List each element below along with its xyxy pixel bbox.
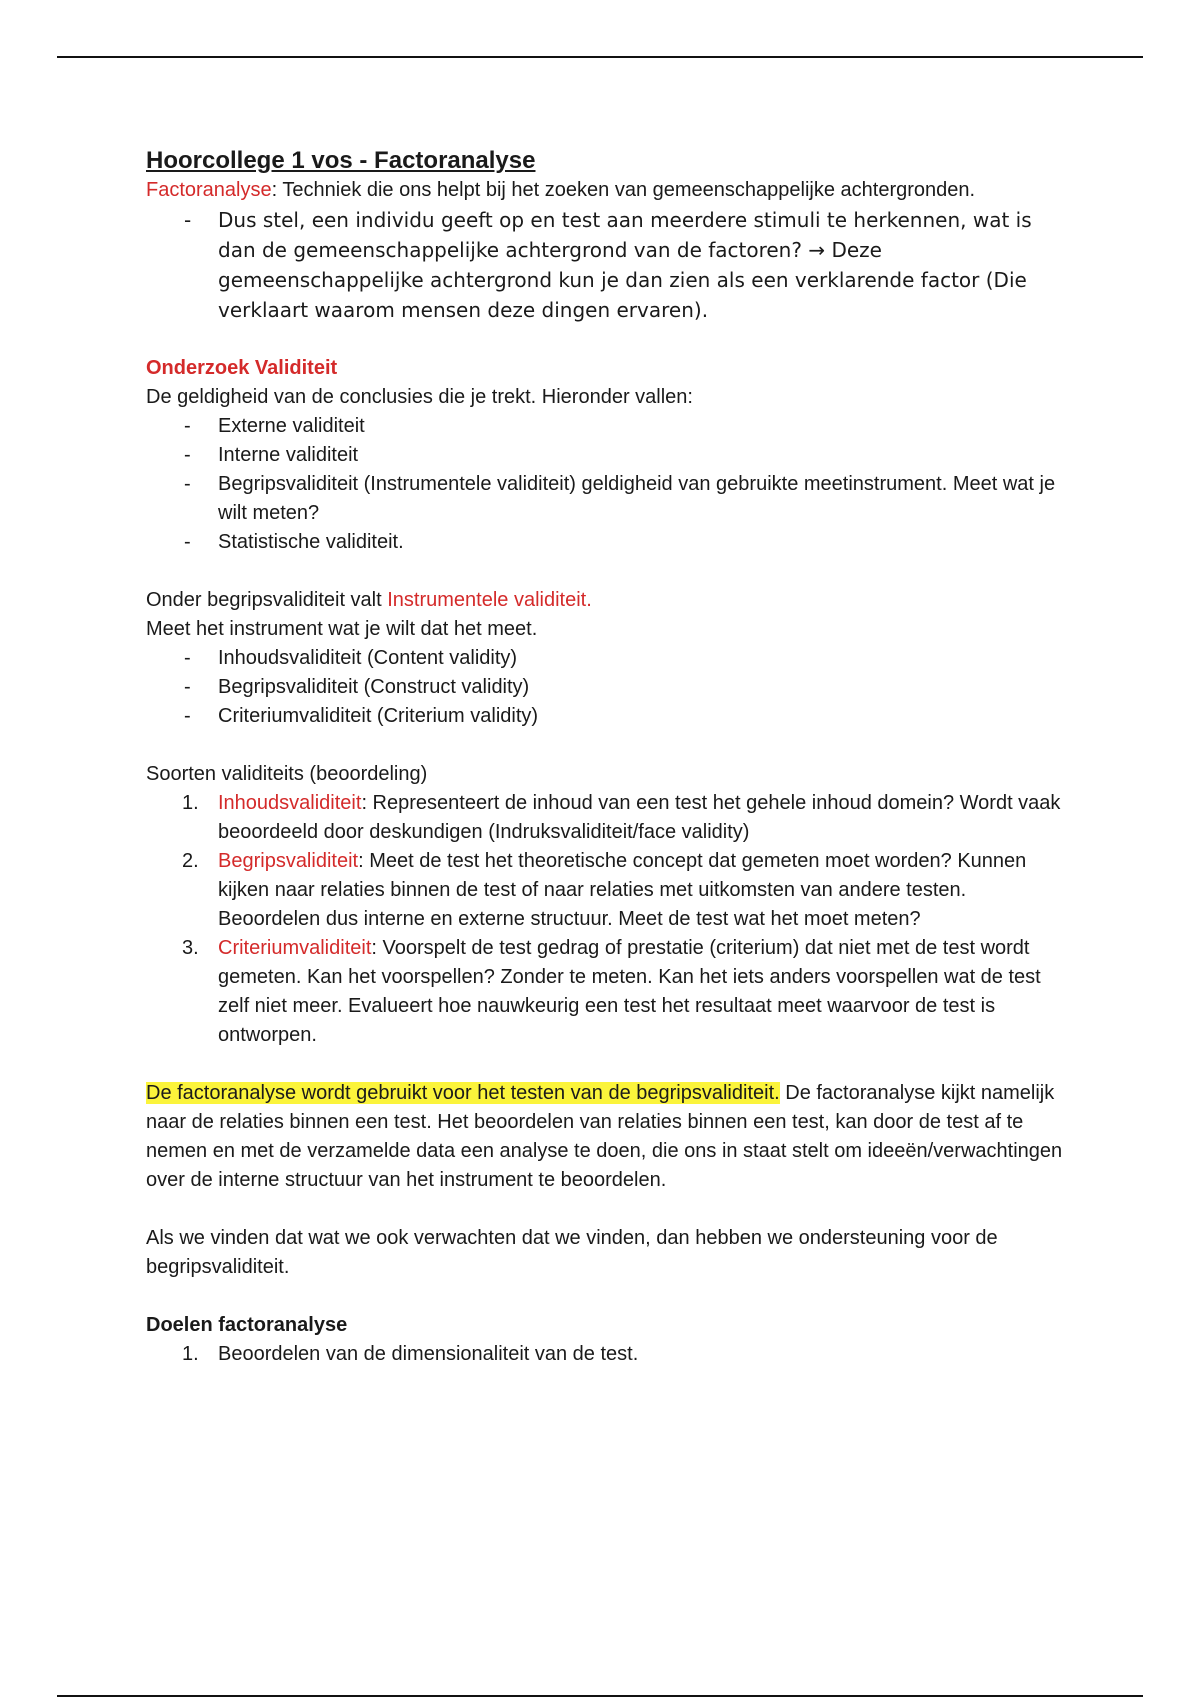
bottom-rule	[57, 1695, 1143, 1697]
item-number: 1.	[182, 1343, 199, 1365]
types-heading: Soorten validiteits (beoordeling)	[146, 763, 428, 785]
goals-heading: Doelen factoranalyse	[146, 1314, 348, 1336]
list-item	[146, 1340, 1066, 1369]
list-item: - Begripsvaliditeit (Construct validity)	[146, 673, 1066, 702]
highlighted-sentence: De factoranalyse wordt gebruikt voor het testen van de begripsvaliditeit.	[146, 1082, 780, 1104]
list-item: - Externe validiteit	[146, 412, 1066, 441]
types-list	[146, 789, 1066, 1050]
validity-heading: Onderzoek Validiteit	[146, 357, 338, 379]
list-item: - Inhoudsvaliditeit (Content validity)	[146, 644, 1066, 673]
item-number: 2.	[182, 850, 199, 872]
list-item: - Statistische validiteit.	[146, 528, 1066, 557]
item-term: Criteriumvaliditeit	[218, 937, 372, 959]
page-title: Hoorcollege 1 vos - Factoranalyse	[146, 147, 536, 174]
item-term: Inhoudsvaliditeit	[218, 792, 362, 814]
factor-paragraph	[146, 1079, 1066, 1195]
document-page	[146, 146, 1066, 1369]
item-text: : Voorspelt de test gedrag of prestatie (criterium) dat niet met de test wordt gemeten. Kan het voorspellen? Zonder te meten. Kan het iets anders voorspellen wat de test zelf niet meer. Evalueert hoe nauwkeurig een test het resultaat meet waarvoor de test is ontworpen.	[218, 937, 1041, 1046]
instrumental-lead-prefix: Onder begripsvaliditeit valt	[146, 589, 388, 611]
intro-term: Factoranalyse	[146, 179, 272, 201]
instrumental-lead	[146, 586, 1066, 615]
factor-paragraph-rest: De factoranalyse kijkt namelijk naar de relaties binnen een test. Het beoordelen van relaties binnen een test, kan door de test af te nemen en met de verzamelde data een analyse te doen, die ons in staat stelt om ideeën/verwachtingen over de interne structuur van het instrument te beoordelen.	[146, 1082, 1063, 1191]
list-item	[146, 934, 1066, 1050]
list-item: - Interne validiteit	[146, 441, 1066, 470]
item-text: : Meet de test het theoretische concept dat gemeten moet worden? Kunnen kijken naar relaties binnen de test of naar relaties met uitkomsten van andere testen. Beoordelen dus interne en externe structuur. Meet de test wat het moet meten?	[218, 850, 1027, 930]
intro-definition: : Techniek die ons helpt bij het zoeken van gemeenschappelijke achtergronden.	[271, 179, 976, 201]
intro-bullet-list	[146, 205, 1066, 325]
list-item	[146, 847, 1066, 934]
list-item	[146, 789, 1066, 847]
top-rule	[57, 56, 1143, 58]
list-item: - Begripsvaliditeit (Instrumentele validiteit) geldigheid van gebruikte meetinstrument. Meet wat je wilt meten?	[146, 470, 1066, 528]
goals-list	[146, 1340, 1066, 1369]
instrumental-list	[146, 644, 1066, 731]
intro-bullet: - Dus stel, een individu geeft op en test aan meerdere stimuli te herkennen, wat is dan de gemeenschappelijke achtergrond van de factoren? → Deze gemeenschappelijke achtergrond kun je dan zien als een verklarende factor (Die verklaart waarom mensen deze dingen ervaren).	[146, 205, 1066, 325]
validity-list	[146, 412, 1066, 557]
list-item: - Criteriumvaliditeit (Criterium validity)	[146, 702, 1066, 731]
support-paragraph: Als we vinden dat wat we ook verwachten dat we vinden, dan hebben we ondersteuning voor de begripsvaliditeit.	[146, 1227, 998, 1278]
item-number: 1.	[182, 792, 199, 814]
intro-paragraph	[146, 176, 1066, 205]
item-text: Beoordelen van de dimensionaliteit van de test.	[218, 1343, 639, 1365]
item-term: Begripsvaliditeit	[218, 850, 359, 872]
item-text: : Representeert de inhoud van een test het gehele inhoud domein? Wordt vaak beoordeeld door deskundigen (Indruksvaliditeit/face validity)	[218, 792, 1061, 843]
item-number: 3.	[182, 937, 199, 959]
instrumental-term: Instrumentele validiteit.	[387, 589, 592, 611]
validity-lead: De geldigheid van de conclusies die je trekt. Hieronder vallen:	[146, 386, 693, 408]
instrumental-line: Meet het instrument wat je wilt dat het meet.	[146, 618, 538, 640]
